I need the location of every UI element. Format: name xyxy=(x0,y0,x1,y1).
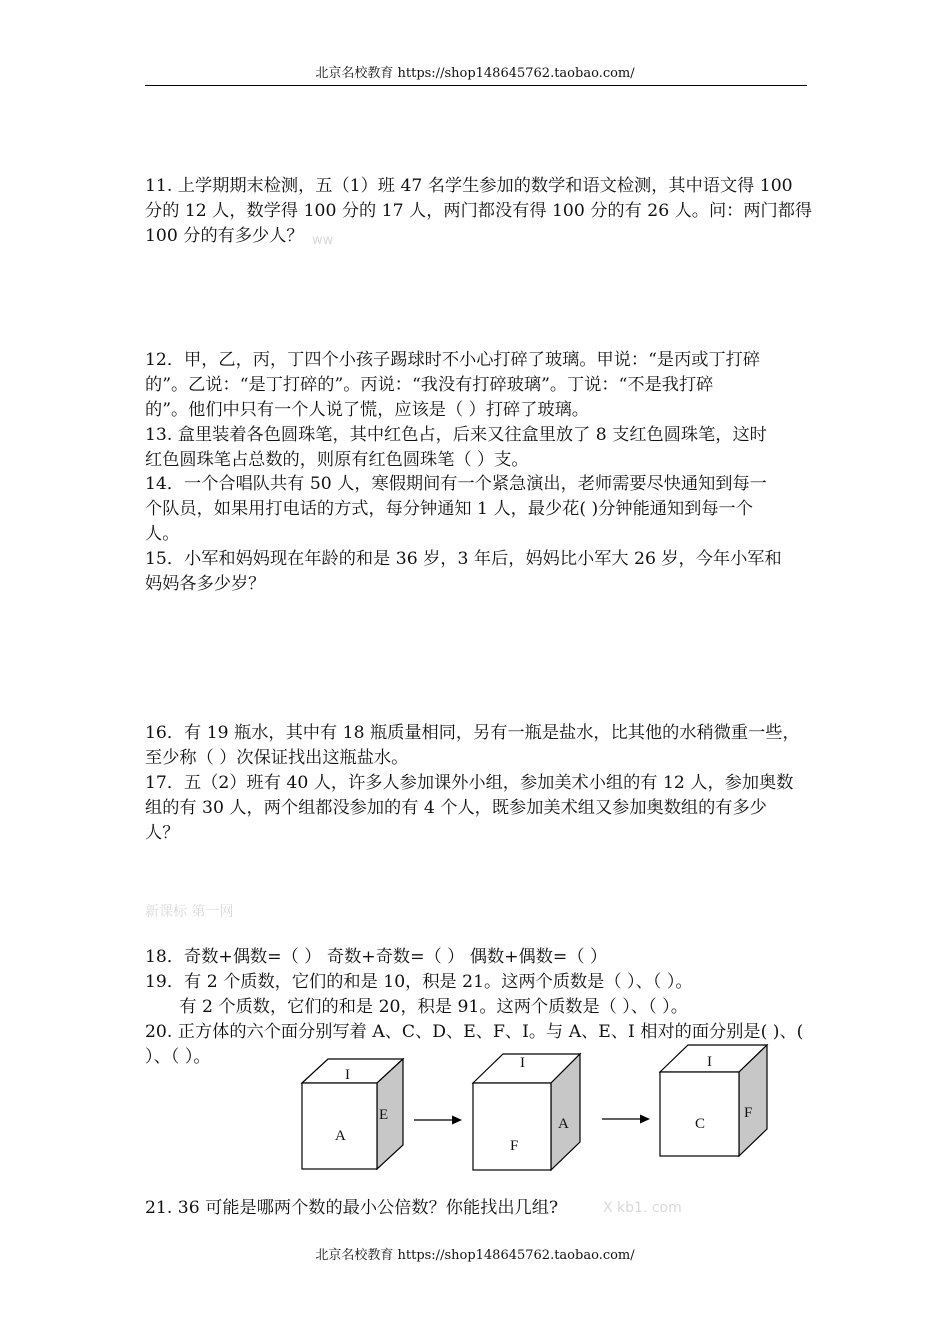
question-16-line-1: 16．有 19 瓶水，其中有 18 瓶质量相同，另有一瓶是盐水，比其他的水稍微重一些， xyxy=(145,723,800,743)
cube-2-top-label: I xyxy=(520,1055,525,1071)
cube-1-side-label: E xyxy=(379,1107,389,1123)
cube-1-top-label: I xyxy=(345,1067,350,1083)
question-14-line-2: 个队员，如果用打电话的方式，每分钟通知 1 人，最少花( )分钟能通知到每一个 xyxy=(145,499,753,519)
question-12-line-2: 的”。乙说：“是丁打碎的”。丙说：“我没有打碎玻璃”。丁说：“不是我打碎 xyxy=(145,375,714,395)
question-13-line-1: 13. 盒里装着各色圆珠笔，其中红色占，后来又往盒里放了 8 支红色圆珠笔，这时 xyxy=(145,425,767,445)
watermark-ww: ww xyxy=(312,233,334,248)
question-16-line-2: 至少称（ ）次保证找出这瓶盐水。 xyxy=(145,748,409,768)
cube-2-front-label: F xyxy=(510,1138,519,1154)
arrow-1 xyxy=(414,1114,464,1126)
question-17-line-1: 17．五（2）班有 40 人，许多人参加课外小组，参加美术小组的有 12 人，参加奥数 xyxy=(145,773,794,793)
question-20-line-1: 20. 正方体的六个面分别写着 A、C、D、E、F、I。与 A、E、I 相对的面分别是( )、( xyxy=(145,1022,804,1042)
question-12-line-3: 的”。他们中只有一个人说了慌，应该是（ ）打碎了玻璃。 xyxy=(145,400,589,420)
watermark-xinkebiao: 新课标 第一网 xyxy=(145,904,234,920)
cube-diagram-1 xyxy=(298,1050,408,1170)
page-footer: 北京名校教育 https://shop148645762.taobao.com/ xyxy=(315,1248,635,1263)
cube-diagram-2 xyxy=(470,1050,582,1172)
question-15-line-1: 15．小军和妈妈现在年龄的和是 36 岁，3 年后，妈妈比小军大 26 岁，今年小军和 xyxy=(145,549,782,569)
question-20-line-2: ）、（ ）。 xyxy=(145,1047,211,1067)
cube-2-side-label: A xyxy=(558,1116,569,1132)
question-13-line-2: 红色圆珠笔占总数的，则原有红色圆珠笔（ ）支。 xyxy=(145,450,529,470)
page-header: 北京名校教育 https://shop148645762.taobao.com/ xyxy=(315,66,635,81)
cube-diagram-3 xyxy=(657,1043,769,1157)
question-17-line-2: 组的有 30 人，两个组都没参加的有 4 个人，既参加美术组又参加奥数组的有多少 xyxy=(145,798,767,818)
question-19-line-1: 19．有 2 个质数，它们的和是 10，积是 21。这两个质数是（ ）、（ ）。 xyxy=(145,972,693,992)
question-14-line-1: 14．一个合唱队共有 50 人，寒假期间有一个紧急演出，老师需要尽快通知到每一 xyxy=(145,474,767,494)
question-21: 21. 36 可能是哪两个数的最小公倍数？你能找出几组? xyxy=(145,1198,559,1218)
question-19-line-2: 有 2 个质数，它们的和是 20，积是 91。这两个质数是（ ）、（ ）。 xyxy=(145,997,688,1017)
cube-3-front-label: C xyxy=(695,1116,706,1132)
question-11-line-1: 11. 上学期期末检测，五（1）班 47 名学生参加的数学和语文检测，其中语文得 100 xyxy=(145,176,793,196)
arrow-2 xyxy=(602,1113,652,1125)
question-14-line-3: 人。 xyxy=(145,524,180,544)
header-divider xyxy=(145,85,807,86)
watermark-xkb1: X kb1. com xyxy=(603,1200,682,1216)
cube-3-side-label: F xyxy=(744,1105,753,1121)
question-12-line-1: 12．甲，乙，丙，丁四个小孩子踢球时不小心打碎了玻璃。甲说：“是丙或丁打碎 xyxy=(145,350,761,370)
cube-1-front-label: A xyxy=(335,1128,346,1144)
question-18: 18．奇数+偶数=（ ） 奇数+奇数=（ ） 偶数+偶数=（ ） xyxy=(145,947,608,967)
question-15-line-2: 妈妈各多少岁？ xyxy=(145,574,266,594)
question-11-line-2: 分的 12 人，数学得 100 分的 17 人，两门都没有得 100 分的有 26 人。问：两门都得 xyxy=(145,201,813,221)
question-11-line-3: 100 分的有多少人？ xyxy=(145,226,304,246)
question-17-line-3: 人？ xyxy=(145,823,180,843)
cube-3-top-label: I xyxy=(707,1054,712,1070)
